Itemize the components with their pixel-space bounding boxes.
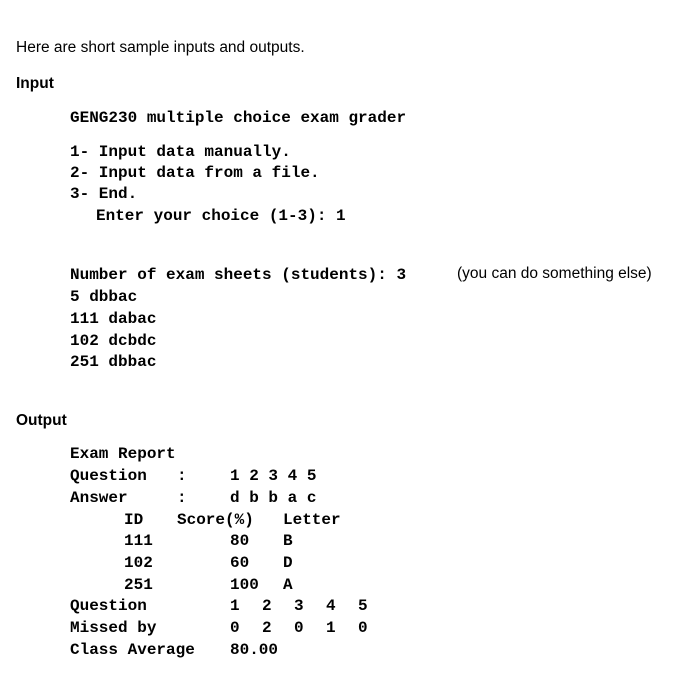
missed-question-number-5: 5 xyxy=(358,597,368,615)
missed-by-label: Missed by xyxy=(70,619,157,637)
menu-option-3: 3- End. xyxy=(70,185,138,203)
missed-question-number-2: 2 xyxy=(262,597,272,615)
answer-key: d b b a c xyxy=(230,489,317,507)
column-header-score: Score(%) xyxy=(177,511,254,529)
row-2-score: 60 xyxy=(230,554,250,572)
input-line-student-1: 111 dabac xyxy=(70,310,157,328)
answer-label: Answer xyxy=(70,489,128,507)
input-heading: Input xyxy=(16,75,54,92)
choice-prompt: Enter your choice (1-3): 1 xyxy=(96,207,346,225)
row-2-id: 102 xyxy=(124,554,153,572)
menu-option-1: 1- Input data manually. xyxy=(70,143,291,161)
missed-question-label: Question xyxy=(70,597,147,615)
row-2-letter: D xyxy=(283,554,293,572)
row-3-score: 100 xyxy=(230,576,259,594)
input-line-student-3: 251 dbbac xyxy=(70,353,157,371)
output-heading: Output xyxy=(16,412,67,429)
missed-count-3: 0 xyxy=(294,619,304,637)
row-1-score: 80 xyxy=(230,532,250,550)
missed-question-number-1: 1 xyxy=(230,597,240,615)
program-title: GENG230 multiple choice exam grader xyxy=(70,109,407,127)
question-numbers: 1 2 3 4 5 xyxy=(230,467,317,485)
menu-option-2: 2- Input data from a file. xyxy=(70,164,320,182)
question-separator: : xyxy=(177,467,187,485)
missed-count-4: 1 xyxy=(326,619,336,637)
input-line-key: 5 dbbac xyxy=(70,288,138,306)
answer-separator: : xyxy=(177,489,187,507)
missed-question-number-3: 3 xyxy=(294,597,304,615)
class-average-label: Class Average xyxy=(70,641,195,659)
missed-count-1: 0 xyxy=(230,619,240,637)
column-header-letter: Letter xyxy=(283,511,341,529)
missed-count-2: 2 xyxy=(262,619,272,637)
row-3-id: 251 xyxy=(124,576,153,594)
missed-count-5: 0 xyxy=(358,619,368,637)
missed-question-number-4: 4 xyxy=(326,597,336,615)
class-average-value: 80.00 xyxy=(230,641,279,659)
intro-text: Here are short sample inputs and outputs. xyxy=(16,39,305,56)
row-3-letter: A xyxy=(283,576,293,594)
question-label: Question xyxy=(70,467,147,485)
report-title: Exam Report xyxy=(70,445,176,463)
input-line-student-2: 102 dcbdc xyxy=(70,332,157,350)
column-header-id: ID xyxy=(124,511,144,529)
sheets-note: (you can do something else) xyxy=(457,265,652,282)
row-1-letter: B xyxy=(283,532,293,550)
sheets-prompt: Number of exam sheets (students): 3 xyxy=(70,266,407,284)
row-1-id: 111 xyxy=(124,532,153,550)
